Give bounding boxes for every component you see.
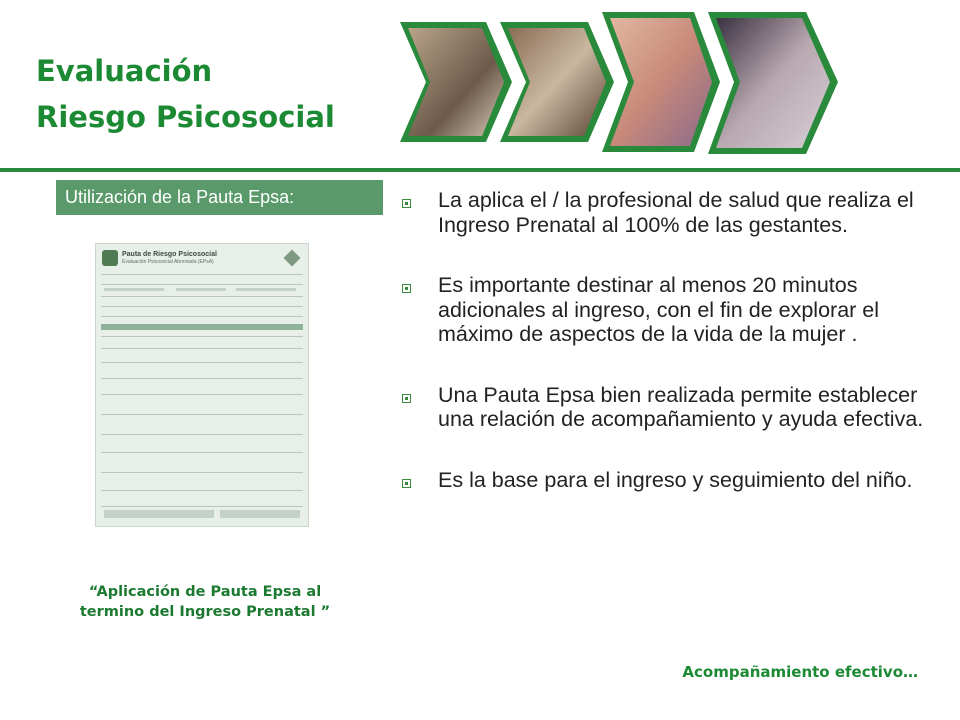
header-divider <box>0 168 960 172</box>
section-label: Utilización de la Pauta Epsa: <box>56 180 383 215</box>
doc-line <box>101 362 303 363</box>
doc-line <box>101 434 303 435</box>
pauta-epsa-document-image <box>95 243 309 527</box>
caption-line-2: termino del Ingreso Prenatal ” <box>79 604 331 620</box>
photo-2-chevron <box>500 22 614 142</box>
photo-3-chevron <box>602 12 720 152</box>
bullet-text: Es importante destinar al menos 20 minutos adicionales al ingreso, con el fin de explorar el máximo de aspectos de la vida de la mujer . <box>438 273 880 346</box>
doc-line <box>101 490 303 491</box>
photo-4-chevron <box>708 12 838 154</box>
bullet-item <box>398 273 938 347</box>
bullet-text: La aplica el / la profesional de salud que realiza el Ingreso Prenatal al 100% de las gestantes. <box>438 188 914 237</box>
bullet-text: Es la base para el ingreso y seguimiento del niño. <box>438 467 913 492</box>
doc-line <box>101 306 303 307</box>
caption-line-1: “Aplicación de Pauta Epsa al <box>88 584 322 600</box>
doc-line <box>101 414 303 415</box>
title-line-2: Riesgo Psicosocial <box>36 100 335 134</box>
checkbox-bullet-icon <box>402 284 411 293</box>
doc-line <box>101 296 303 297</box>
doc-line <box>101 394 303 395</box>
doc-cell <box>220 510 300 518</box>
doc-band <box>101 324 303 330</box>
tagline: Acompañamiento efectivo… <box>682 663 918 681</box>
photo-1-chevron <box>400 22 512 142</box>
title-line-1: Evaluación <box>36 54 213 88</box>
document-subtitle: Evaluación Psicosocial Abreviada (EPsA) <box>122 259 214 265</box>
chile-crece-contigo-logo <box>102 250 118 266</box>
doc-line <box>101 316 303 317</box>
slide-title <box>36 48 335 140</box>
ministry-logo <box>284 250 301 267</box>
doc-line <box>101 274 303 275</box>
doc-cell <box>104 510 214 518</box>
doc-cell <box>236 288 296 291</box>
photo-strip <box>398 8 954 158</box>
document-caption <box>40 582 370 622</box>
bullet-list <box>398 188 938 492</box>
bullet-text: Una Pauta Epsa bien realizada permite establecer una relación de acompañamiento y ayuda efectiva. <box>438 382 924 431</box>
bullet-item <box>398 468 938 493</box>
doc-cell <box>176 288 226 291</box>
checkbox-bullet-icon <box>402 199 411 208</box>
bullet-item <box>398 383 938 432</box>
checkbox-bullet-icon <box>402 479 411 488</box>
doc-line <box>101 472 303 473</box>
doc-line <box>101 378 303 379</box>
doc-line <box>101 506 303 507</box>
doc-line <box>101 284 303 285</box>
doc-line <box>101 348 303 349</box>
doc-line <box>101 336 303 337</box>
bullet-item <box>398 188 938 237</box>
doc-cell <box>104 288 164 291</box>
doc-line <box>101 452 303 453</box>
checkbox-bullet-icon <box>402 394 411 403</box>
document-title: Pauta de Riesgo Psicosocial <box>122 251 217 258</box>
